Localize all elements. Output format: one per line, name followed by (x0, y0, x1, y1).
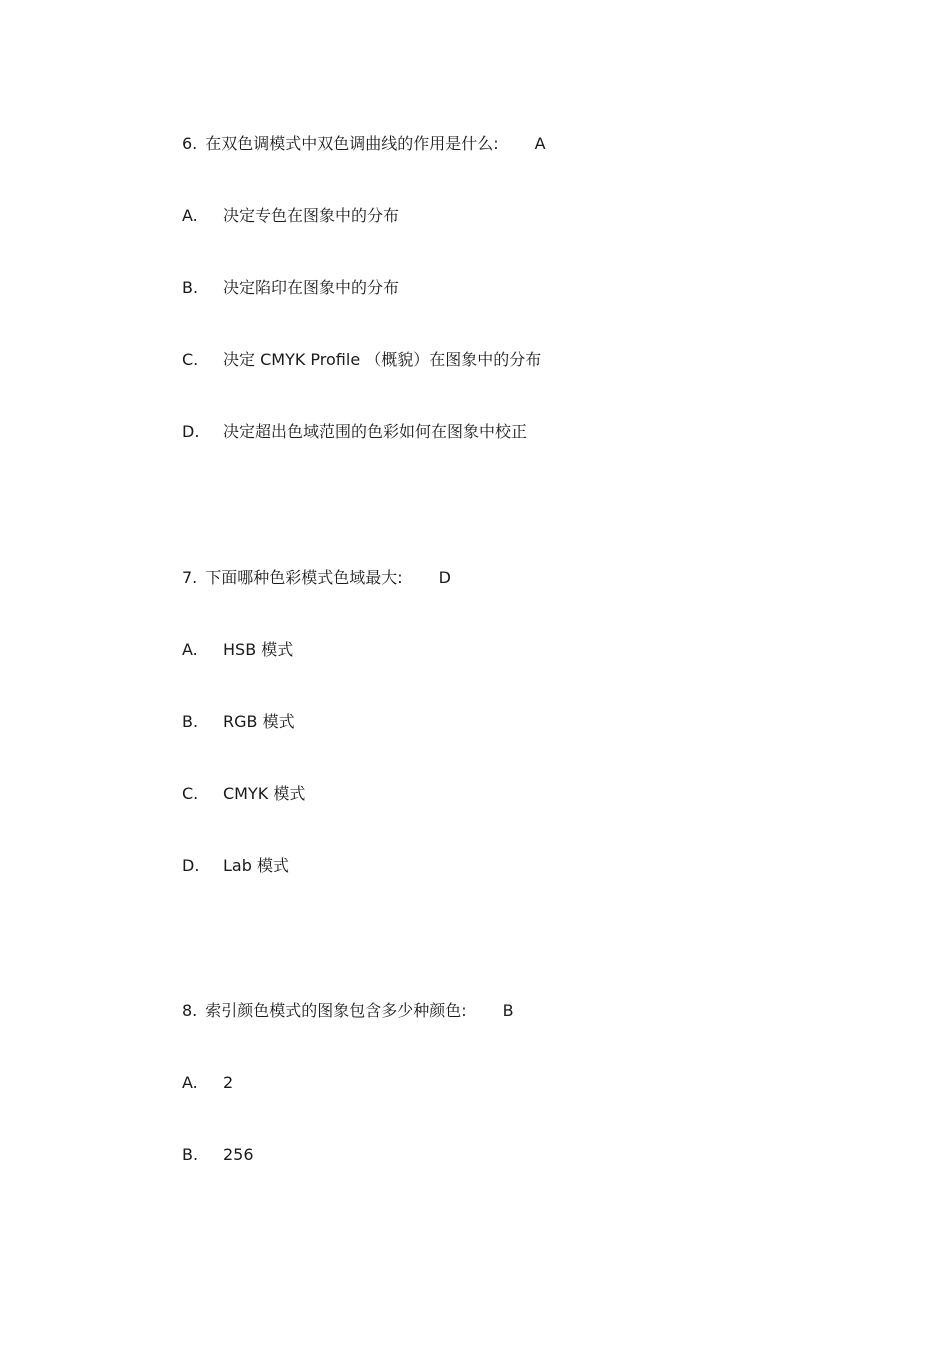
option-letter: A. (182, 1073, 198, 1092)
option-letter: D. (182, 422, 200, 441)
option-text: 决定 CMYK Profile （概貌）在图象中的分布 (223, 350, 542, 369)
option-text: 决定专色在图象中的分布 (223, 206, 400, 225)
option-text: 决定陷印在图象中的分布 (223, 278, 400, 297)
option-letter: B. (182, 278, 199, 297)
option-letter: A. (182, 640, 198, 659)
question-stem (182, 999, 882, 1023)
option-text: 决定超出色域范围的色彩如何在图象中校正 (223, 422, 528, 441)
option-text: HSB 模式 (223, 640, 294, 659)
option-b (182, 1143, 882, 1167)
option-text: 256 (223, 1145, 254, 1164)
option-letter: D. (182, 856, 200, 875)
question-stem (182, 566, 882, 590)
question-7 (182, 566, 882, 926)
option-a (182, 1071, 882, 1095)
question-number: 8. (182, 1001, 198, 1020)
question-answer: B (502, 1001, 514, 1020)
option-letter: B. (182, 1145, 199, 1164)
option-letter: C. (182, 784, 199, 803)
option-d (182, 420, 882, 444)
question-answer: D (438, 568, 451, 587)
question-number: 7. (182, 568, 198, 587)
option-a (182, 204, 882, 228)
option-text: RGB 模式 (223, 712, 295, 731)
question-text: 索引颜色模式的图象包含多少种颜色: (205, 1001, 467, 1020)
question-text: 下面哪种色彩模式色域最大: (205, 568, 403, 587)
question-8 (182, 999, 882, 1215)
option-d (182, 854, 882, 878)
option-letter: B. (182, 712, 199, 731)
question-answer: A (534, 134, 546, 153)
option-letter: A. (182, 206, 198, 225)
option-text: Lab 模式 (223, 856, 289, 875)
option-c (182, 782, 882, 806)
question-text: 在双色调模式中双色调曲线的作用是什么: (205, 134, 499, 153)
option-letter: C. (182, 350, 199, 369)
option-b (182, 710, 882, 734)
option-text: CMYK 模式 (223, 784, 306, 803)
option-b (182, 276, 882, 300)
question-number: 6. (182, 134, 198, 153)
question-6 (182, 132, 882, 492)
option-a (182, 638, 882, 662)
question-stem (182, 132, 882, 156)
option-text: 2 (223, 1073, 234, 1092)
option-c (182, 348, 882, 372)
